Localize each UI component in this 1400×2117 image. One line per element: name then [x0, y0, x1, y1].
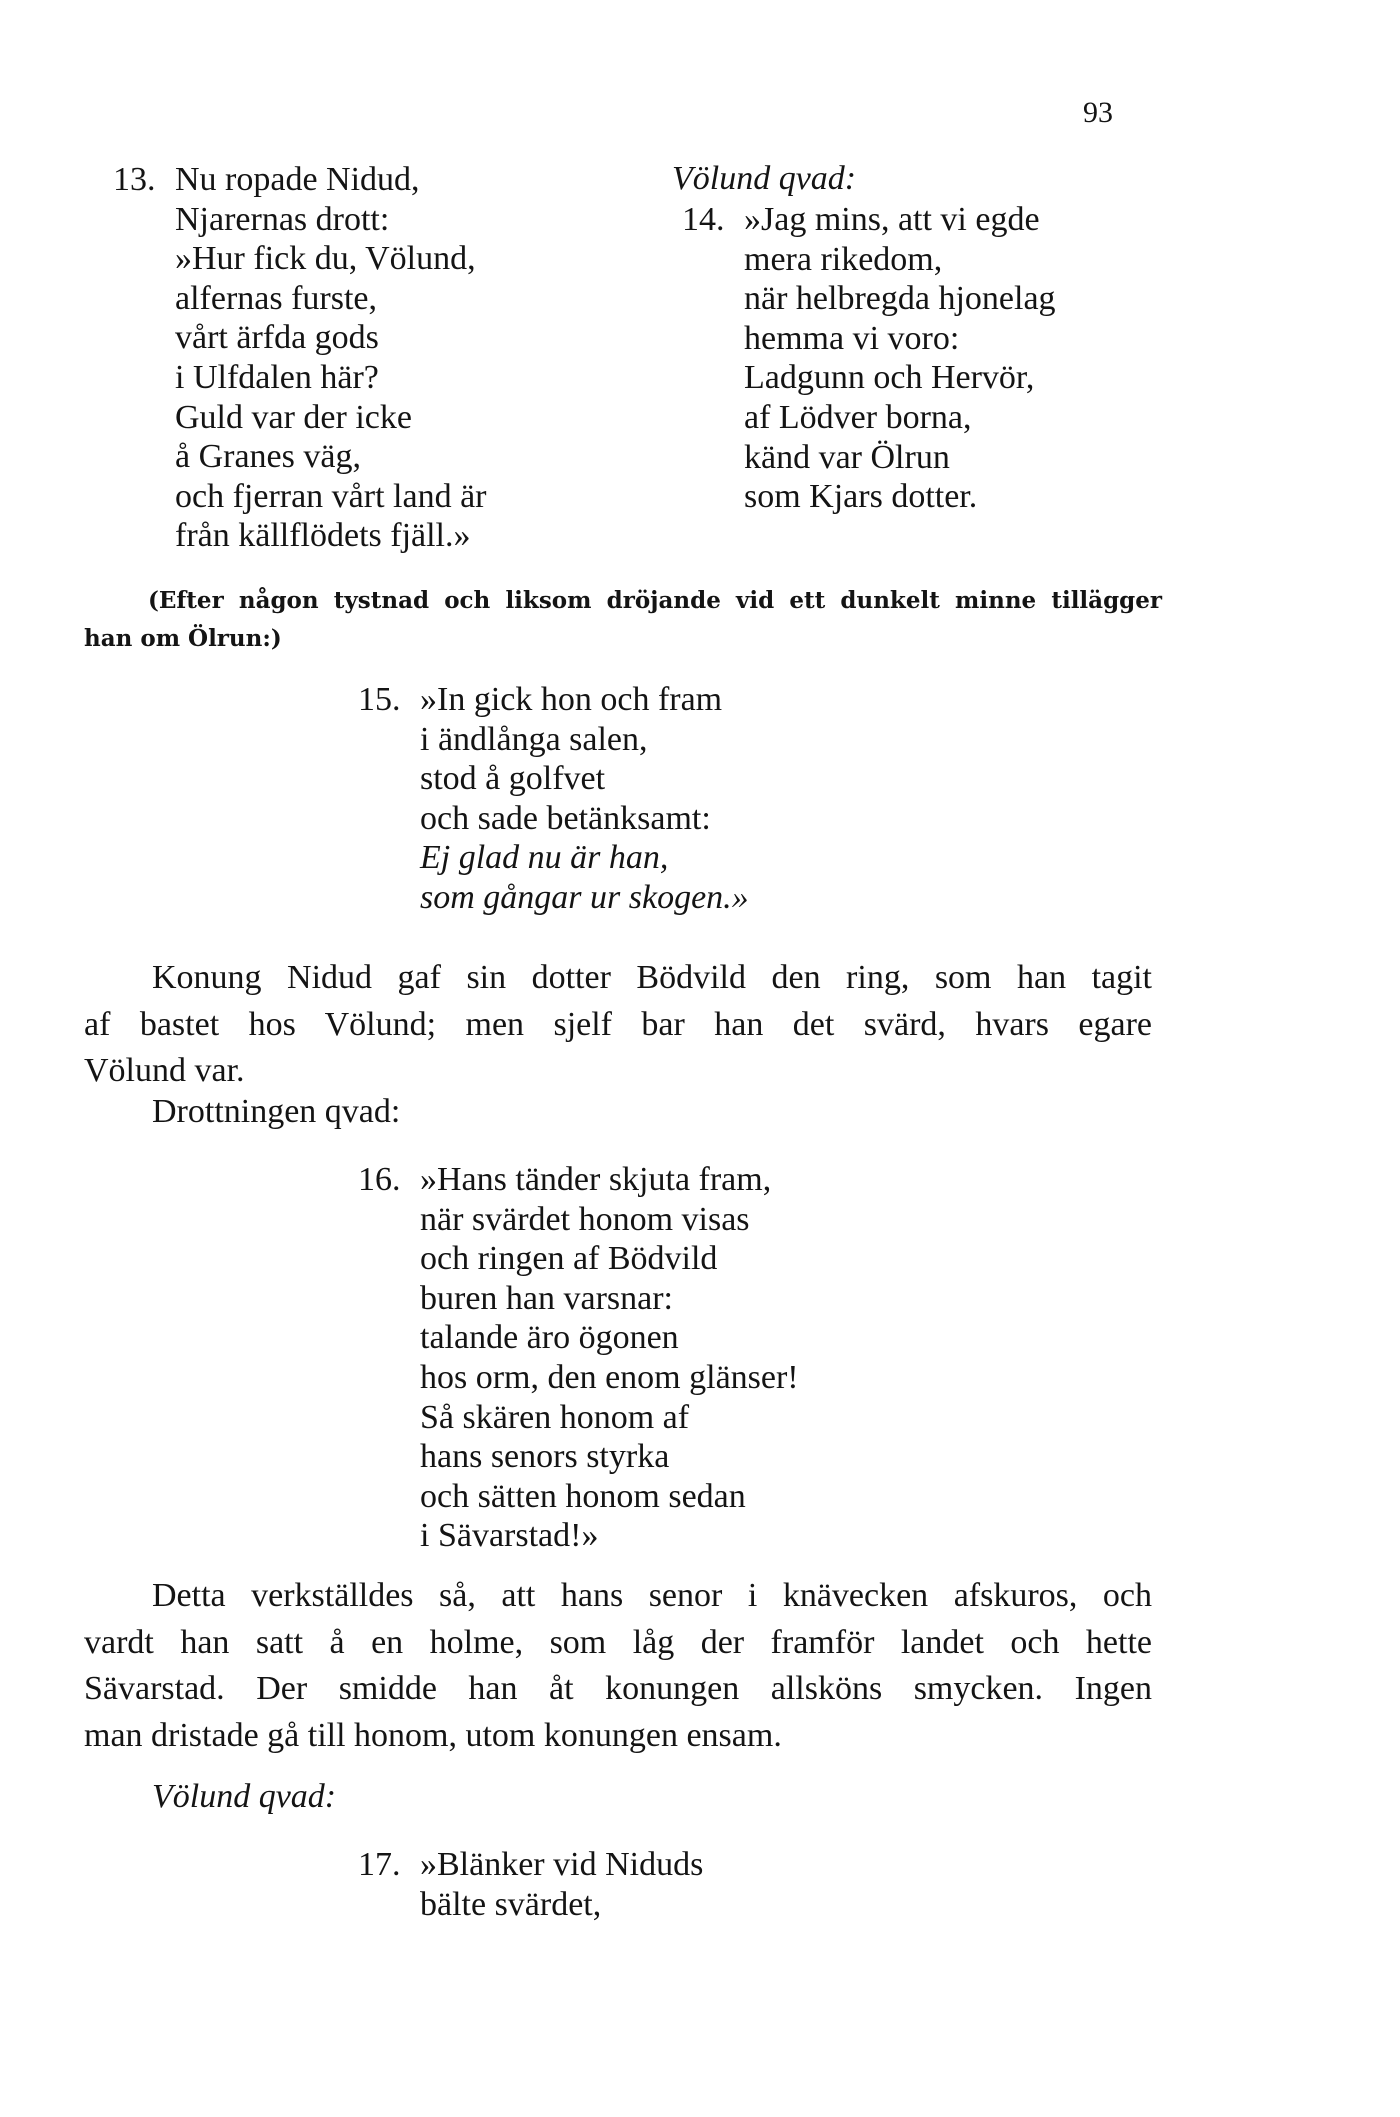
- prose-line: af bastet hos Völund; men sjelf bar han det svärd, hvars egare: [84, 1005, 1152, 1043]
- speaker-heading-volund: Völund qvad:: [152, 1778, 337, 1815]
- verse-line: Nu ropade Nidud,: [175, 161, 420, 198]
- verse-line: »Jag mins, att vi egde: [744, 201, 1040, 238]
- verse-line: Så skären honom af: [420, 1398, 690, 1436]
- verse-line: alfernas furste,: [175, 279, 378, 317]
- verse-line: känd var Ölrun: [744, 438, 950, 476]
- stanza-number: 13.: [113, 161, 156, 198]
- verse-line: »Blänker vid Niduds: [420, 1846, 704, 1883]
- prose-line: Detta verkställdes så, att hans senor i knävecken afskuros, och: [152, 1577, 1152, 1614]
- verse-line: »Hur fick du, Völund,: [175, 240, 476, 278]
- prose-line: Sävarstad. Der smidde han åt konungen allsköns smycken. Ingen: [84, 1670, 1152, 1707]
- stanza-number: 16.: [358, 1161, 401, 1198]
- verse-line: bälte svärdet,: [420, 1885, 602, 1923]
- verse-line: i ändlånga salen,: [420, 720, 648, 758]
- prose-paragraph: [84, 955, 1152, 1095]
- stanza-number: 14.: [682, 201, 725, 238]
- verse-line: Ladgunn och Hervör,: [744, 359, 1035, 397]
- verse-line-italic: som gångar ur skogen.»: [420, 878, 749, 916]
- verse-line: vårt ärfda gods: [175, 319, 379, 357]
- verse-line: stod å golfvet: [420, 760, 606, 798]
- prose-paragraph: [84, 1573, 1152, 1759]
- verse-line: och sade betänksamt:: [420, 799, 711, 837]
- verse-line: när svärdet honom visas: [420, 1200, 750, 1238]
- verse-line: som Kjars dotter.: [744, 478, 978, 516]
- verse-line: och sätten honom sedan: [420, 1477, 746, 1515]
- verse-line: hemma vi voro:: [744, 319, 960, 357]
- prose-line: vardt han satt å en holme, som låg der framför landet och hette: [84, 1623, 1152, 1661]
- prose-line: Völund var.: [84, 1052, 245, 1089]
- verse-line: hans senors styrka: [420, 1438, 670, 1476]
- prose-line: Konung Nidud gaf sin dotter Bödvild den ring, som han tagit: [152, 959, 1152, 996]
- verse-line: af Lödver borna,: [744, 398, 972, 436]
- verse-line: »Hans tänder skjuta fram,: [420, 1161, 772, 1198]
- verse-line: när helbregda hjonelag: [744, 280, 1056, 318]
- verse-line: i Sävarstad!»: [420, 1517, 599, 1555]
- stanza-number: 15.: [358, 681, 401, 718]
- verse-line: Njarernas drott:: [175, 200, 390, 238]
- speaker-heading-queen: Drottningen qvad:: [152, 1093, 401, 1130]
- stanza-13: [113, 160, 487, 556]
- stanza-14: [682, 200, 1056, 517]
- verse-line: hos orm, den enom glänser!: [420, 1358, 799, 1396]
- verse-line: från källflödets fjäll.»: [175, 517, 471, 555]
- prose-line: man dristade gå till honom, utom konungen ensam.: [84, 1716, 782, 1754]
- speaker-heading-volund: Völund qvad:: [672, 160, 857, 197]
- stanza-number: 17.: [358, 1846, 401, 1883]
- stage-direction-line: han om Ölrun:): [84, 625, 282, 652]
- verse-line-italic: Ej glad nu är han,: [420, 839, 669, 877]
- stage-direction-line: (Efter någon tystnad och liksom dröjande vid ett dunkelt minne tillägger: [148, 587, 1162, 614]
- verse-line: talande äro ögonen: [420, 1319, 679, 1357]
- verse-line: mera rikedom,: [744, 240, 943, 278]
- page-number: 93: [1083, 96, 1113, 129]
- verse-line: buren han varsnar:: [420, 1279, 674, 1317]
- stage-direction: [84, 582, 1162, 658]
- stanza-16: [358, 1160, 799, 1556]
- verse-line: i Ulfdalen här?: [175, 358, 379, 396]
- verse-line: å Granes väg,: [175, 438, 361, 476]
- verse-line: och ringen af Bödvild: [420, 1240, 718, 1278]
- verse-line: Guld var der icke: [175, 398, 412, 436]
- stanza-15: [358, 680, 749, 918]
- verse-line: »In gick hon och fram: [420, 681, 723, 718]
- verse-line: och fjerran vårt land är: [175, 477, 487, 515]
- stanza-17: [358, 1845, 704, 1924]
